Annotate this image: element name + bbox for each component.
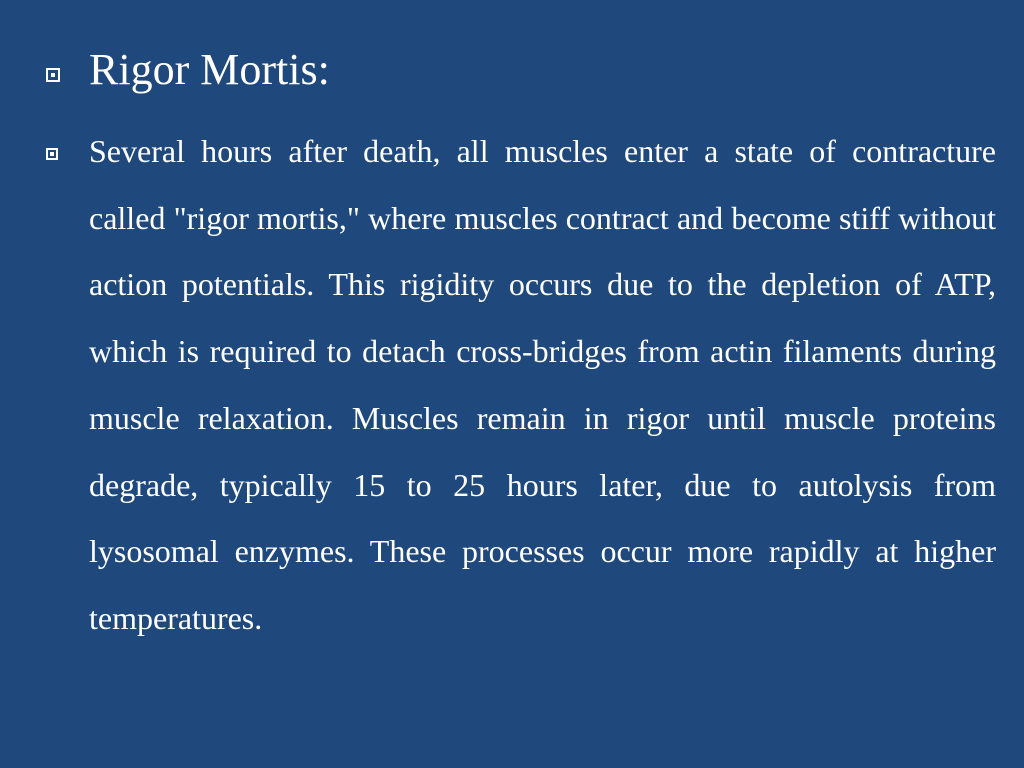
- square-bullet-icon: [46, 148, 58, 160]
- slide-title: Rigor Mortis:: [89, 45, 330, 94]
- square-bullet-icon: [46, 68, 60, 82]
- body-paragraph: Several hours after death, all muscles enter a state of contracture called "rigor mortis," where muscles contract and become stiff without action potentials. This rigidity occurs due to the depletion of ATP, which is required to detach cross-bridges from actin filaments during muscle relaxation. Muscles remain in rigor until muscle proteins degrade, typically 15 to 25 hours later, due to autolysis from lysosomal enzymes. These processes occur more rapidly at higher temperatures.: [89, 133, 996, 636]
